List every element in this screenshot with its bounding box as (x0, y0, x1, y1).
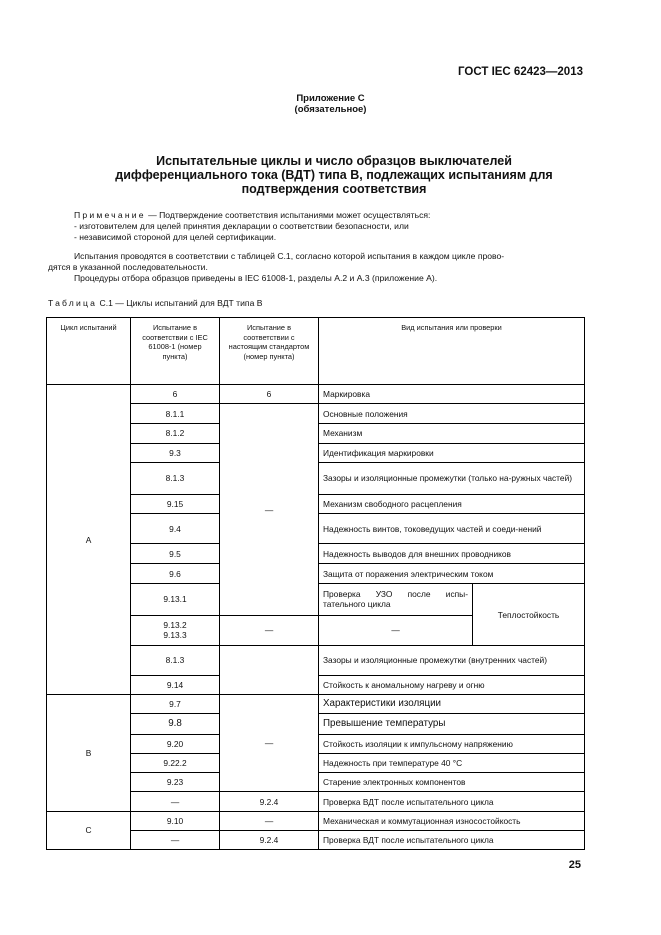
header-kind: Вид испытания или проверки (319, 318, 585, 385)
table-row (47, 694, 585, 713)
paragraph-1-line-2: дятся в указанной последовательности. (48, 262, 208, 272)
kind-cell: Зазоры и изоляционные промежутки (внутренних частей) (319, 645, 585, 675)
kind-cell: Надежность винтов, токоведущих частей и соеди-нений (319, 514, 585, 544)
kind-cell: Основные положения (319, 404, 585, 423)
note-item-1: - изготовителем для целей принятия декларации о соответствии безопасности, или (74, 221, 409, 231)
iec-cell: 8.1.3 (131, 645, 220, 675)
kind-cell: Защита от поражения электрическим током (319, 564, 585, 584)
std-dash-cell: — (220, 811, 319, 830)
note-text: — Подтверждение соответствия испытаниями может осуществляться: (145, 210, 431, 220)
page-title (60, 154, 608, 196)
kind-cell: Механическая и коммутационная износостойкость (319, 811, 585, 830)
std-cell: 6 (220, 385, 319, 404)
iec-cell: 9.6 (131, 564, 220, 584)
annex-heading (0, 93, 661, 115)
header-cycle: Цикл испытаний (47, 318, 131, 385)
table-caption-text: С.1 — Циклы испытаний для ВДТ типа В (97, 298, 263, 308)
page-number: 25 (568, 859, 581, 871)
iec-value: 9.13.2 (163, 620, 187, 631)
paragraph-2: Процедуры отбора образцов приведены в IEC 61008-1, разделы А.2 и А.3 (приложение А). (74, 273, 438, 283)
kind-cell: Проверка ВДТ после испытательного цикла (319, 792, 585, 811)
table-caption (48, 298, 262, 308)
heat-resistance-cell: Теплостойкость (473, 584, 585, 645)
paragraph-1 (48, 251, 583, 273)
iec-cell: 9.10 (131, 811, 220, 830)
title-line-1: Испытательные циклы и число образцов выключателей (156, 154, 512, 168)
document-code: ГОСТ IEC 62423—2013 (458, 66, 583, 78)
title-line-2: дифференциального тока (ВДТ) типа В, подлежащих испытаниям для (115, 168, 553, 182)
annex-status: (обязательное) (294, 104, 367, 115)
title-line-3: подтверждения соответствия (241, 182, 427, 196)
iec-cell: 8.1.3 (131, 462, 220, 494)
kind-cell: Надежность при температуре 40 °С (319, 754, 585, 773)
note-item-2: - независимой стороной для целей сертификации. (74, 232, 277, 242)
iec-cell: 9.8 (131, 714, 220, 735)
kind-cell: Стойкость к аномальному нагреву и огню (319, 675, 585, 694)
table-row (47, 385, 585, 404)
table-caption-label: Таблица (48, 298, 98, 308)
kind-cell: Зазоры и изоляционные промежутки (только на-ружных частей) (319, 462, 585, 494)
iec-cell: 9.15 (131, 494, 220, 513)
iec-cell: 9.3 (131, 443, 220, 462)
iec-cell: 8.1.1 (131, 404, 220, 423)
kind-cell: Стойкость изоляции к импульсному напряжению (319, 735, 585, 754)
std-dash-cell: — (220, 694, 319, 791)
iec-value: 9.13.3 (163, 630, 187, 641)
kind-cell: Надежность выводов для внешних проводников (319, 544, 585, 564)
test-cycles-table (46, 317, 585, 850)
std-dash-cell: — (220, 404, 319, 615)
iec-cell: 9.20 (131, 735, 220, 754)
note (48, 210, 583, 221)
iec-cell: 9.22.2 (131, 754, 220, 773)
std-dash-cell: — (220, 615, 319, 645)
kind-cell: Идентификация маркировки (319, 443, 585, 462)
kind-cell: Характеристики изоляции (319, 694, 585, 713)
iec-dash-cell: — (131, 830, 220, 849)
kind-cell: Проверка ВДТ после испытательного цикла (319, 830, 585, 849)
iec-cell (131, 615, 220, 645)
iec-cell: 9.23 (131, 773, 220, 792)
iec-cell: 9.4 (131, 514, 220, 544)
annex-title: Приложение С (296, 93, 365, 104)
std-cell: 9.2.4 (220, 830, 319, 849)
kind-cell: Механизм свободного расцепления (319, 494, 585, 513)
iec-cell: 9.14 (131, 675, 220, 694)
iec-cell: 9.13.1 (131, 584, 220, 615)
table-row (47, 811, 585, 830)
iec-cell: 8.1.2 (131, 423, 220, 443)
paragraph-1-line-1: Испытания проводятся в соответствии с таблицей С.1, согласно которой испытания в каждом цикле прово- (74, 251, 505, 261)
kind-cell: Превышение температуры (319, 714, 585, 735)
iec-cell: 9.7 (131, 694, 220, 713)
iec-dash-cell: — (131, 792, 220, 811)
kind-cell: Механизм (319, 423, 585, 443)
std-cell: 9.2.4 (220, 792, 319, 811)
note-label: Примечание (74, 210, 146, 220)
iec-cell: 6 (131, 385, 220, 404)
cycle-c: С (47, 811, 131, 849)
std-empty-cell (220, 645, 319, 694)
cycle-b: В (47, 694, 131, 811)
kind-cell: Маркировка (319, 385, 585, 404)
table-header-row (47, 318, 585, 385)
cycle-a: А (47, 385, 131, 695)
header-std: Испытание в соответствии с настоящим стандартом (номер пункта) (220, 318, 319, 385)
kind-cell: Старение электронных компонентов (319, 773, 585, 792)
kind-dash-cell: — (319, 615, 473, 645)
kind-cell: Проверка УЗО после испы-тательного цикла (319, 584, 473, 615)
iec-cell: 9.5 (131, 544, 220, 564)
header-iec: Испытание в соответствии с IEC 61008-1 (номер пункта) (131, 318, 220, 385)
